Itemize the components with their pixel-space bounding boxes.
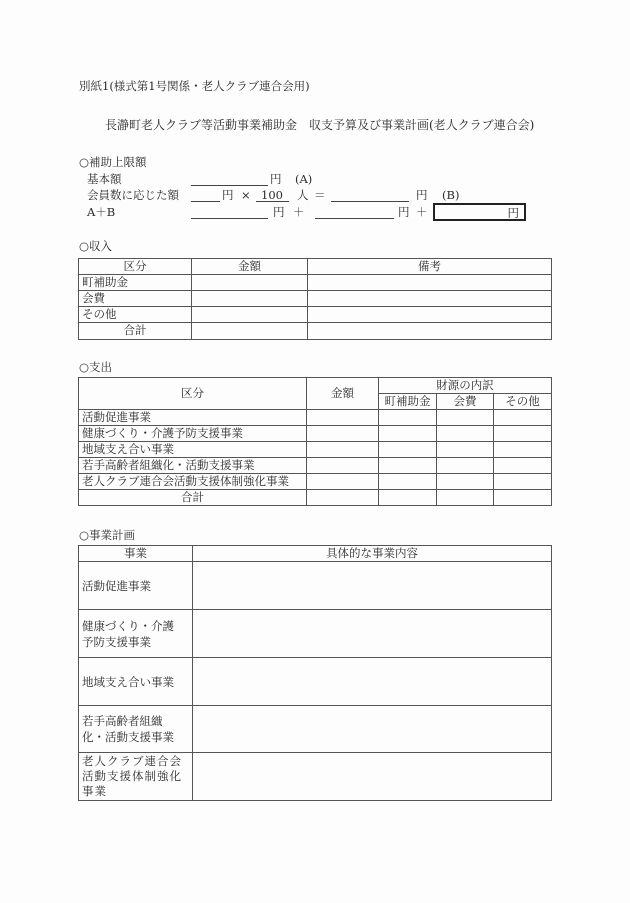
income-notes-cell[interactable] <box>308 275 552 291</box>
income-heading: ○収入 <box>79 239 113 253</box>
plan-heading: ○事業計画 <box>79 528 136 542</box>
expense-subsidy-cell[interactable] <box>379 474 437 490</box>
income-total-row <box>79 323 552 340</box>
table-row <box>79 410 552 426</box>
expense-fees-cell[interactable] <box>437 426 494 442</box>
expense-amount-cell[interactable] <box>307 474 379 490</box>
plan-label-line: 事業 <box>82 784 107 798</box>
sum-label: A＋B <box>87 205 116 219</box>
income-header-row <box>79 259 552 275</box>
yen-unit: 円 <box>273 205 285 219</box>
subsidy-limit-heading: ○補助上限額 <box>79 155 147 169</box>
income-row-label: 町補助金 <box>79 275 192 291</box>
plan-details-cell[interactable] <box>193 562 552 610</box>
income-table <box>78 258 552 340</box>
expense-other-cell[interactable] <box>494 410 552 426</box>
income-amount-cell[interactable] <box>192 291 308 307</box>
plan-label-line: 地域支え合い事業 <box>82 674 174 689</box>
annex-label: 別紙1(様式第1号関係・老人クラブ連合会用) <box>79 79 310 93</box>
table-row <box>79 275 552 291</box>
yen-unit: 円 <box>222 188 234 202</box>
income-row-label: 会費 <box>79 291 192 307</box>
expense-amount-cell[interactable] <box>307 442 379 458</box>
expense-total-other-cell[interactable] <box>494 490 552 506</box>
plan-row-label <box>79 562 193 610</box>
expense-row-label: 老人クラブ連合会活動支援体制強化事業 <box>79 474 307 490</box>
plan-label-line: 健康づくり・介護 <box>82 618 174 633</box>
expense-other-cell[interactable] <box>494 458 552 474</box>
plan-table <box>78 545 552 801</box>
table-row <box>79 442 552 458</box>
table-row <box>79 474 552 490</box>
income-amount-cell[interactable] <box>192 275 308 291</box>
yen-unit: 円 <box>270 172 282 186</box>
per-member-amount-field[interactable] <box>191 201 220 202</box>
expense-total-fees-cell[interactable] <box>437 490 494 506</box>
income-total-label: 合計 <box>79 323 192 340</box>
expense-col-source-group: 財源の内訳 <box>379 378 552 394</box>
yen-unit: 円 <box>416 188 428 202</box>
sum-a-field[interactable] <box>191 218 268 219</box>
plan-row-label <box>79 706 193 753</box>
table-row <box>79 706 552 753</box>
expense-amount-cell[interactable] <box>307 426 379 442</box>
plan-row-label <box>79 753 193 801</box>
expense-heading: ○支出 <box>79 360 113 374</box>
expense-subsidy-cell[interactable] <box>379 458 437 474</box>
expense-total-amount-cell[interactable] <box>307 490 379 506</box>
table-row <box>79 291 552 307</box>
expense-col-category: 区分 <box>79 378 307 410</box>
plan-details-cell[interactable] <box>193 658 552 706</box>
expense-subsidy-cell[interactable] <box>379 426 437 442</box>
members-count: 100 <box>261 188 283 202</box>
expense-amount-cell[interactable] <box>307 410 379 426</box>
total-limit-box[interactable] <box>433 203 526 221</box>
plan-label-line: 活動支援体制強化 <box>82 769 182 783</box>
basic-amount-field[interactable] <box>191 185 268 186</box>
plan-label-line: 若手高齢者組織 <box>82 714 163 728</box>
expense-col-amount: 金額 <box>307 378 379 410</box>
expense-header-row <box>79 378 552 394</box>
expense-total-label: 合計 <box>79 490 307 506</box>
income-notes-cell[interactable] <box>308 291 552 307</box>
expense-row-label: 健康づくり・介護予防支援事業 <box>79 426 307 442</box>
basic-amount-label: 基本額 <box>87 172 122 186</box>
expense-subsidy-cell[interactable] <box>379 442 437 458</box>
mark-b: (B) <box>442 188 460 202</box>
expense-row-label: 活動促進事業 <box>79 410 307 426</box>
expense-subsidy-cell[interactable] <box>379 410 437 426</box>
income-col-category: 区分 <box>79 259 192 275</box>
table-row <box>79 610 552 658</box>
table-row <box>79 658 552 706</box>
plan-label-line: 予防支援事業 <box>82 634 151 649</box>
expense-col-subsidy: 町補助金 <box>379 394 437 410</box>
income-row-label: その他 <box>79 307 192 323</box>
table-row <box>79 426 552 442</box>
member-amount-label: 会員数に応じた額 <box>87 188 179 202</box>
expense-total-row <box>79 490 552 506</box>
plan-details-cell[interactable] <box>193 753 552 801</box>
plan-label-line: 化・活動支援事業 <box>82 730 174 744</box>
plan-row-label <box>79 658 193 706</box>
yen-unit: 円 <box>507 206 519 220</box>
member-amount-result-field[interactable] <box>331 201 409 202</box>
plan-col-project: 事業 <box>79 546 193 562</box>
expense-fees-cell[interactable] <box>437 442 494 458</box>
income-col-amount: 金額 <box>192 259 308 275</box>
expense-total-subsidy-cell[interactable] <box>379 490 437 506</box>
expense-row-label: 若手高齢者組織化・活動支援事業 <box>79 458 307 474</box>
sum-b-field[interactable] <box>315 218 394 219</box>
table-row <box>79 753 552 801</box>
expense-other-cell[interactable] <box>494 474 552 490</box>
plan-col-details: 具体的な事業内容 <box>193 546 552 562</box>
plus-sign: ＋ <box>416 205 428 219</box>
expense-fees-cell[interactable] <box>437 410 494 426</box>
income-col-notes: 備考 <box>308 259 552 275</box>
expense-fees-cell[interactable] <box>437 458 494 474</box>
expense-col-other: その他 <box>494 394 552 410</box>
expense-col-fees: 会費 <box>437 394 494 410</box>
page-title: 長瀞町老人クラブ等活動事業補助金 収支予算及び事業計画(老人クラブ連合会) <box>105 118 535 132</box>
times-sign: × <box>241 188 251 202</box>
expense-other-cell[interactable] <box>494 442 552 458</box>
income-total-amount-cell[interactable] <box>192 323 308 340</box>
table-row <box>79 562 552 610</box>
plan-label-line: 活動促進事業 <box>82 578 151 593</box>
plan-details-cell[interactable] <box>193 706 552 753</box>
table-row <box>79 307 552 323</box>
expense-amount-cell[interactable] <box>307 458 379 474</box>
expense-fees-cell[interactable] <box>437 474 494 490</box>
expense-table <box>78 377 552 506</box>
income-amount-cell[interactable] <box>192 307 308 323</box>
income-notes-cell[interactable] <box>308 307 552 323</box>
yen-unit: 円 <box>398 205 410 219</box>
person-unit: 人 <box>297 188 309 202</box>
equals-sign: ＝ <box>314 188 326 202</box>
plan-header-row <box>79 546 552 562</box>
plan-label-line: 老人クラブ連合会 <box>82 754 182 768</box>
mark-a: (A) <box>295 172 313 186</box>
expense-row-label: 地域支え合い事業 <box>79 442 307 458</box>
expense-other-cell[interactable] <box>494 426 552 442</box>
plan-details-cell[interactable] <box>193 610 552 658</box>
table-row <box>79 458 552 474</box>
income-total-notes-cell[interactable] <box>308 323 552 340</box>
plus-sign: ＋ <box>293 205 305 219</box>
plan-row-label <box>79 610 193 658</box>
